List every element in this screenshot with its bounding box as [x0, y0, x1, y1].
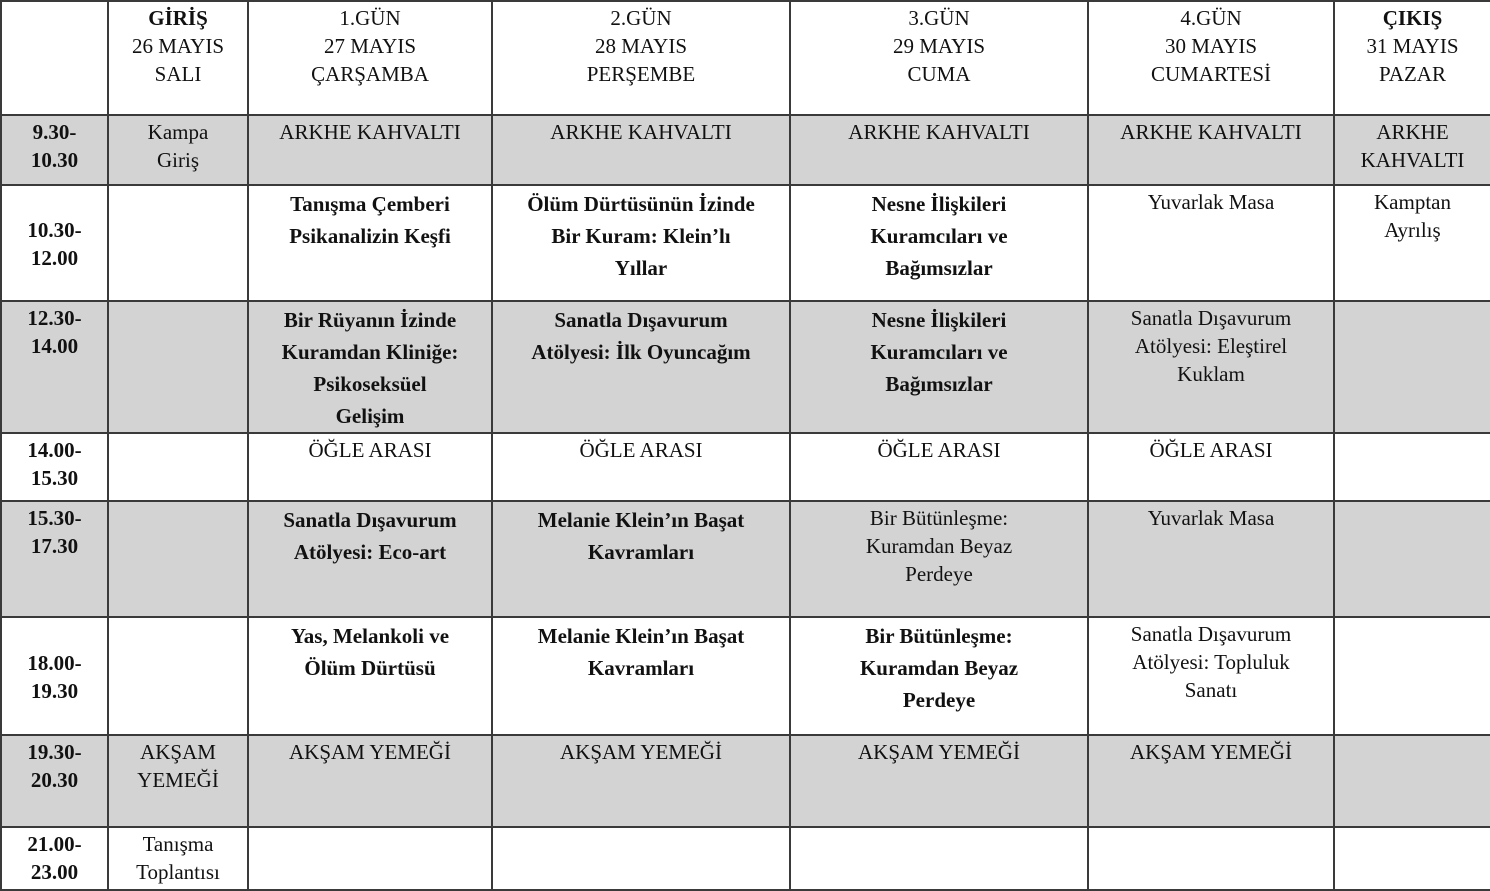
time-slot-label: 14.00-: [27, 438, 82, 462]
session-cell: [248, 185, 492, 301]
session-text: ARKHE: [1376, 120, 1449, 144]
session-cell: [1088, 301, 1334, 433]
session-cell: [1088, 185, 1334, 301]
empty-cell: [1334, 433, 1490, 501]
session-text: Sanatla Dışavurum: [1130, 306, 1292, 330]
header-day-3: [790, 1, 1088, 115]
session-text: Yuvarlak Masa: [1147, 190, 1275, 214]
empty-cell: [108, 301, 248, 433]
schedule-row: [1, 617, 1490, 735]
session-cell: [492, 617, 790, 735]
session-cell: [108, 827, 248, 890]
session-text: Bağımsızlar: [885, 372, 993, 396]
session-text: ARKHE KAHVALTI: [848, 120, 1030, 144]
session-text: Bir Bütünleşme:: [869, 506, 1009, 530]
session-text: ÖĞLE ARASI: [1149, 438, 1273, 462]
session-cell: [790, 433, 1088, 501]
session-text: Kampa: [147, 120, 209, 144]
session-cell: [108, 115, 248, 185]
header-entry-weekday: SALI: [154, 62, 202, 86]
empty-cell: [108, 185, 248, 301]
header-day-date: 27 MAYIS: [324, 34, 416, 58]
session-text: Perdeye: [905, 562, 973, 586]
corner-cell: [1, 1, 108, 115]
session-cell: [1088, 617, 1334, 735]
session-cell: [1088, 433, 1334, 501]
time-slot-label: 19.30: [30, 679, 79, 703]
session-cell: [790, 501, 1088, 617]
session-text: Tanışma Çemberi: [290, 192, 450, 216]
session-text: Sanatı: [1184, 678, 1238, 702]
session-cell: [492, 501, 790, 617]
empty-cell: [790, 827, 1088, 890]
session-text: Bir Bütünleşme:: [865, 624, 1013, 648]
session-text: Kuramdan Beyaz: [865, 534, 1013, 558]
session-text: Kavramları: [587, 540, 695, 564]
schedule-row: [1, 185, 1490, 301]
session-text: ÖĞLE ARASI: [579, 438, 703, 462]
session-text: Nesne İlişkileri: [871, 308, 1007, 332]
session-text: Kamptan: [1374, 190, 1451, 214]
session-cell: [1088, 115, 1334, 185]
time-slot-label: 20.30: [30, 768, 79, 792]
header-exit-date: 31 MAYIS: [1366, 34, 1459, 58]
header-day-title: 3.GÜN: [908, 6, 970, 30]
session-text: Psikoseksüel: [313, 372, 427, 396]
session-cell: [1088, 501, 1334, 617]
time-slot-cell: [1, 301, 108, 433]
header-row: [1, 1, 1490, 115]
time-slot-label: 23.00: [30, 860, 79, 884]
schedule-row: [1, 735, 1490, 827]
header-entry-date: 26 MAYIS: [132, 34, 224, 58]
empty-cell: [492, 827, 790, 890]
session-cell: [248, 617, 492, 735]
session-text: Toplantısı: [136, 860, 220, 884]
session-text: KAHVALTI: [1360, 148, 1465, 172]
time-slot-label: 9.30-: [32, 120, 77, 144]
header-day-1: [248, 1, 492, 115]
empty-cell: [108, 617, 248, 735]
schedule-row: [1, 433, 1490, 501]
schedule-row: [1, 301, 1490, 433]
time-slot-label: 12.30-: [27, 306, 82, 330]
session-text: Ölüm Dürtüsünün İzinde: [527, 192, 755, 216]
session-cell: [1088, 735, 1334, 827]
header-day-weekday: ÇARŞAMBA: [311, 62, 429, 86]
session-text: ÖĞLE ARASI: [308, 438, 432, 462]
session-text: Psikanalizin Keşfi: [289, 224, 451, 248]
header-day-date: 28 MAYIS: [595, 34, 687, 58]
session-text: ARKHE KAHVALTI: [1120, 120, 1302, 144]
time-slot-cell: [1, 185, 108, 301]
session-text: Atölyesi: Eco-art: [293, 540, 447, 564]
session-cell: [492, 301, 790, 433]
session-text: ARKHE KAHVALTI: [550, 120, 732, 144]
session-text: Melanie Klein’ın Başat: [537, 624, 745, 648]
header-day-4: [1088, 1, 1334, 115]
session-text: Perdeye: [902, 688, 976, 712]
empty-cell: [1334, 617, 1490, 735]
session-text: Kuramcıları ve: [870, 224, 1008, 248]
session-cell: [790, 617, 1088, 735]
time-slot-label: 10.30-: [27, 218, 82, 242]
time-slot-label: 19.30-: [27, 740, 82, 764]
session-text: AKŞAM YEMEĞİ: [858, 740, 1020, 764]
header-day-date: 29 MAYIS: [893, 34, 985, 58]
session-text: Sanatla Dışavurum: [554, 308, 728, 332]
session-text: Bağımsızlar: [885, 256, 993, 280]
time-slot-cell: [1, 617, 108, 735]
session-text: AKŞAM YEMEĞİ: [1130, 740, 1292, 764]
session-cell: [492, 115, 790, 185]
session-text: Atölyesi: İlk Oyuncağım: [531, 340, 751, 364]
session-text: AKŞAM: [140, 740, 216, 764]
session-text: Melanie Klein’ın Başat: [537, 508, 745, 532]
session-text: AKŞAM YEMEĞİ: [560, 740, 722, 764]
session-text: Kavramları: [587, 656, 695, 680]
session-text: Yas, Melankoli ve: [290, 624, 450, 648]
schedule-row: [1, 115, 1490, 185]
session-cell: [248, 301, 492, 433]
empty-cell: [108, 501, 248, 617]
schedule-row: [1, 501, 1490, 617]
session-cell: [790, 301, 1088, 433]
header-entry-title: GİRİŞ: [148, 6, 208, 30]
session-cell: [248, 501, 492, 617]
session-text: Nesne İlişkileri: [871, 192, 1007, 216]
empty-cell: [1334, 827, 1490, 890]
time-slot-cell: [1, 433, 108, 501]
session-text: Gelişim: [335, 404, 405, 428]
session-text: Kuramdan Kliniğe:: [281, 340, 459, 364]
time-slot-cell: [1, 735, 108, 827]
session-cell: [790, 735, 1088, 827]
session-text: Sanatla Dışavurum: [283, 508, 457, 532]
header-day-date: 30 MAYIS: [1165, 34, 1257, 58]
session-cell: [790, 185, 1088, 301]
session-text: Tanışma: [142, 832, 214, 856]
session-text: Kuramdan Beyaz: [859, 656, 1019, 680]
session-cell: [1334, 115, 1490, 185]
header-entry: [108, 1, 248, 115]
header-day-weekday: CUMARTESİ: [1150, 62, 1272, 86]
empty-cell: [1088, 827, 1334, 890]
session-cell: [248, 735, 492, 827]
empty-cell: [1334, 501, 1490, 617]
session-text: ARKHE KAHVALTI: [279, 120, 461, 144]
header-day-title: 1.GÜN: [339, 6, 401, 30]
header-exit-weekday: PAZAR: [1379, 62, 1446, 86]
empty-cell: [1334, 735, 1490, 827]
time-slot-label: 21.00-: [27, 832, 82, 856]
session-text: Giriş: [157, 148, 199, 172]
session-cell: [108, 735, 248, 827]
header-exit-title: ÇIKIŞ: [1382, 6, 1443, 30]
session-text: Atölyesi: Eleştirel: [1134, 334, 1288, 358]
session-text: Ayrılış: [1384, 218, 1441, 242]
header-day-title: 2.GÜN: [610, 6, 672, 30]
time-slot-label: 12.00: [30, 246, 79, 270]
session-cell: [492, 185, 790, 301]
header-day-2: [492, 1, 790, 115]
time-slot-label: 14.00: [30, 334, 79, 358]
time-slot-label: 17.30: [30, 534, 79, 558]
time-slot-label: 10.30: [30, 148, 79, 172]
empty-cell: [1334, 301, 1490, 433]
empty-cell: [108, 433, 248, 501]
time-slot-cell: [1, 827, 108, 890]
time-slot-label: 15.30: [30, 466, 79, 490]
session-text: AKŞAM YEMEĞİ: [289, 740, 451, 764]
session-text: Bir Rüyanın İzinde: [283, 308, 457, 332]
session-text: YEMEĞİ: [137, 768, 219, 792]
header-day-weekday: CUMA: [907, 62, 971, 86]
header-day-title: 4.GÜN: [1180, 6, 1242, 30]
session-cell: [248, 115, 492, 185]
session-text: Yıllar: [614, 256, 668, 280]
session-text: Ölüm Dürtüsü: [304, 656, 436, 680]
header-day-weekday: PERŞEMBE: [586, 62, 696, 86]
session-cell: [1334, 185, 1490, 301]
session-text: Bir Kuram: Klein’lı: [551, 224, 731, 248]
session-text: Atölyesi: Topluluk: [1132, 650, 1290, 674]
time-slot-cell: [1, 501, 108, 617]
session-text: ÖĞLE ARASI: [877, 438, 1001, 462]
session-cell: [492, 433, 790, 501]
session-cell: [492, 735, 790, 827]
schedule-row: [1, 827, 1490, 890]
time-slot-label: 15.30-: [27, 506, 82, 530]
session-text: Yuvarlak Masa: [1147, 506, 1275, 530]
session-cell: [248, 433, 492, 501]
session-text: Kuklam: [1177, 362, 1245, 386]
session-text: Kuramcıları ve: [870, 340, 1008, 364]
time-slot-label: 18.00-: [27, 651, 82, 675]
empty-cell: [248, 827, 492, 890]
session-cell: [790, 115, 1088, 185]
header-exit: [1334, 1, 1490, 115]
session-text: Sanatla Dışavurum: [1130, 622, 1292, 646]
time-slot-cell: [1, 115, 108, 185]
